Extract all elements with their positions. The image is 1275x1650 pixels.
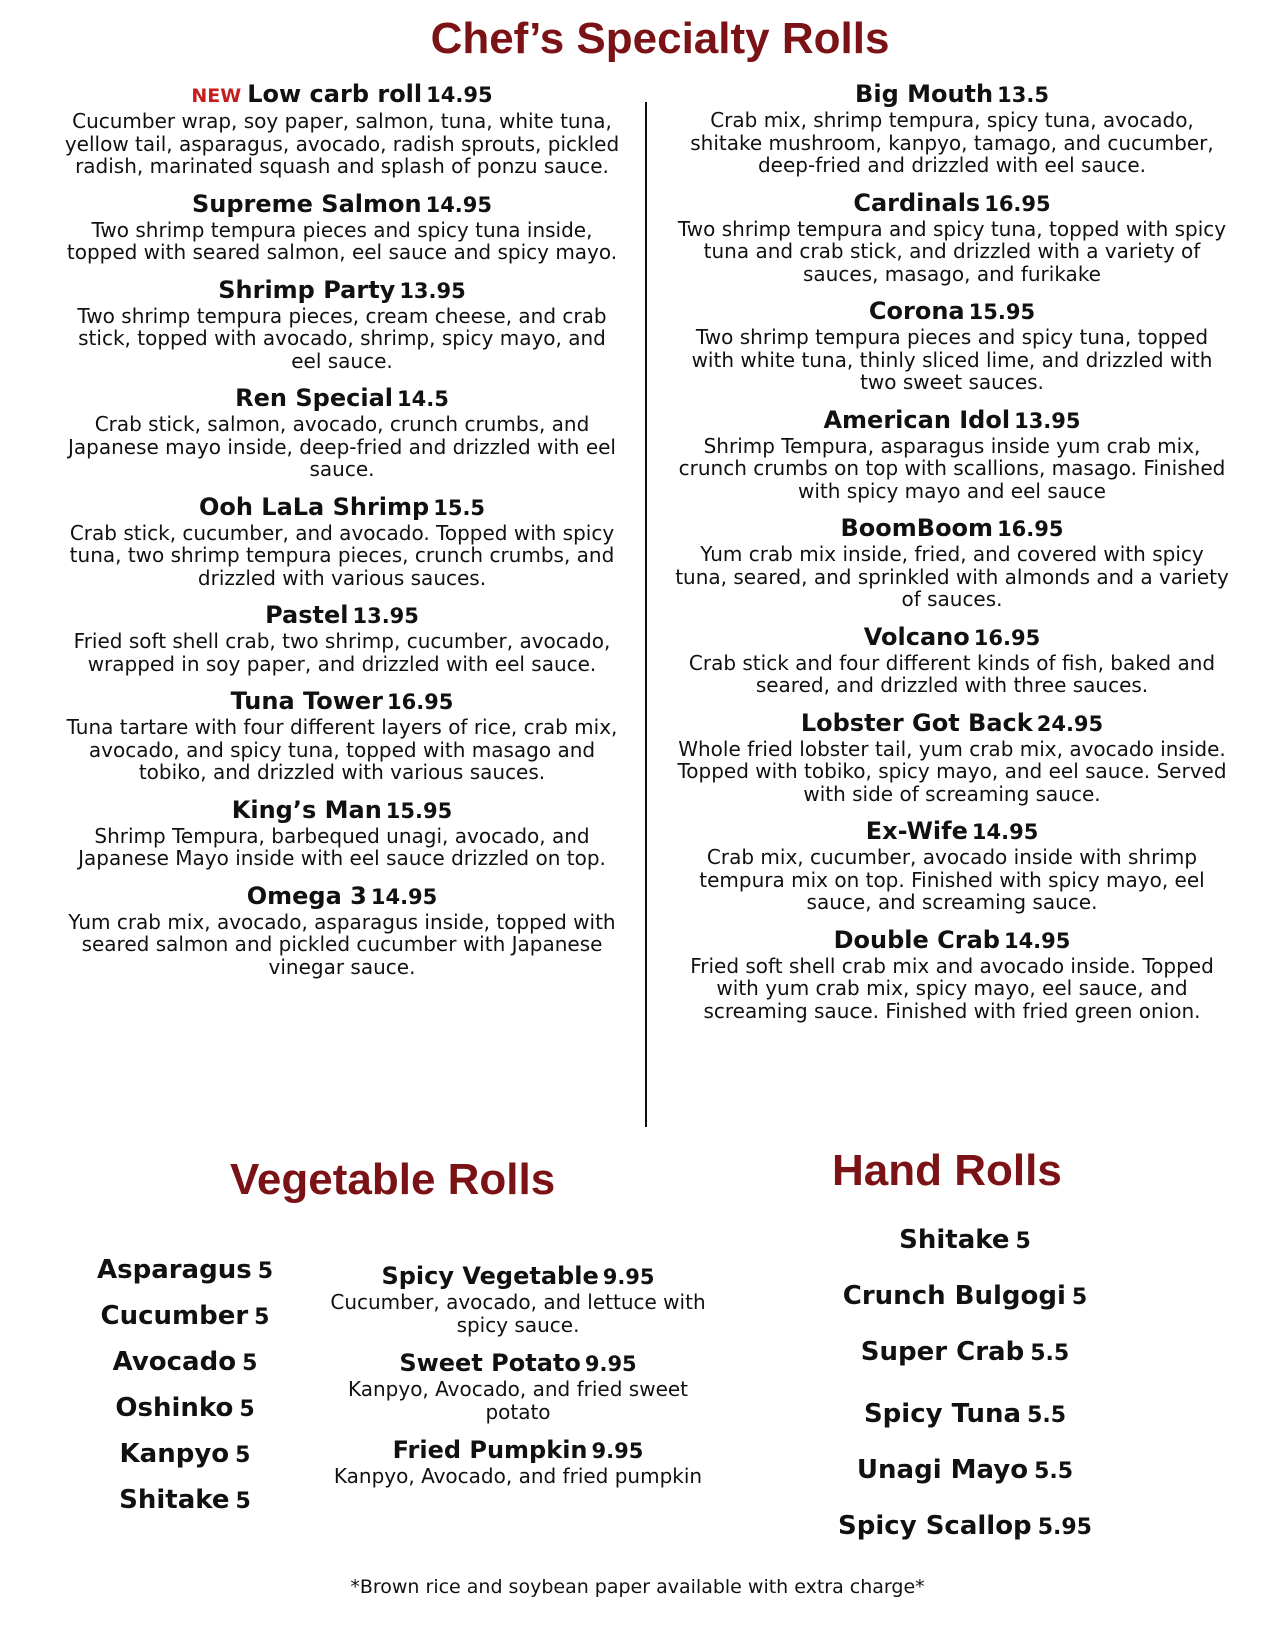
item-price: 15.95 bbox=[385, 798, 453, 823]
item-name: Unagi Mayo bbox=[856, 1455, 1029, 1485]
item-name: Shitake bbox=[899, 1225, 1010, 1255]
item-name: Pastel bbox=[265, 601, 349, 629]
list-item bbox=[80, 1478, 290, 1524]
vegetable-rolls-title: Vegetable Rolls bbox=[230, 1155, 556, 1204]
list-item bbox=[80, 1294, 290, 1340]
item-description: Crab stick, cucumber, and avocado. Topped with spicy tuna, two shrimp tempura pieces, crunch crumbs, and drizzled with various sauces. bbox=[69, 520, 615, 590]
item-name: Avocado bbox=[112, 1347, 237, 1377]
item-price: 5 bbox=[235, 1443, 251, 1468]
item-price: 5 bbox=[1015, 1229, 1031, 1254]
item-price: 5 bbox=[239, 1397, 255, 1422]
item-description: Two shrimp tempura pieces and spicy tuna, topped with white tuna, thinly sliced lime, and drizzled with two sweet sauces. bbox=[691, 325, 1213, 394]
menu-item bbox=[62, 190, 622, 264]
menu-item bbox=[318, 1436, 718, 1488]
item-price: 14.95 bbox=[370, 884, 438, 909]
item-name: Spicy Vegetable bbox=[381, 1262, 599, 1290]
menu-item bbox=[62, 276, 622, 373]
item-price: 24.95 bbox=[1036, 711, 1104, 736]
list-item bbox=[80, 1432, 290, 1478]
item-name: Corona bbox=[868, 297, 965, 325]
item-price: 16.95 bbox=[973, 625, 1041, 650]
item-name: Spicy Tuna bbox=[863, 1399, 1022, 1429]
item-description: Crab stick and four different kinds of fish, baked and seared, and drizzled with three sauces. bbox=[688, 650, 1216, 697]
footer-note: *Brown rice and soybean paper available with extra charge* bbox=[350, 1576, 925, 1598]
list-item bbox=[815, 1212, 1115, 1268]
item-price: 16.95 bbox=[386, 690, 454, 714]
item-description: Kanpyo, Avocado, and fried sweet potato bbox=[347, 1377, 689, 1424]
item-description: Whole fried lobster tail, yum crab mix, avocado inside. Topped with tobiko, spicy mayo, and eel sauce. Served with side of screaming sauce. bbox=[677, 736, 1227, 806]
list-item bbox=[815, 1324, 1115, 1386]
menu-item bbox=[318, 1349, 718, 1423]
item-description: Crab mix, shrimp tempura, spicy tuna, avocado, shitake mushroom, kanpyo, tamago, and cucumber, deep-fried and drizzled with eel sauce. bbox=[690, 108, 1214, 177]
specialty-right-column bbox=[672, 80, 1232, 1034]
list-item bbox=[80, 1386, 290, 1432]
item-name: Volcano bbox=[863, 622, 970, 651]
item-price: 5.5 bbox=[1027, 1403, 1067, 1428]
menu-item bbox=[672, 817, 1232, 914]
menu-item bbox=[62, 687, 622, 784]
vegetable-simple-list bbox=[80, 1248, 290, 1524]
item-description: Two shrimp tempura and spicy tuna, topped with spicy tuna and crab stick, and drizzled with a variety of sauces, masago, and furikake bbox=[677, 216, 1227, 286]
item-price: 13.95 bbox=[399, 278, 466, 303]
menu-item bbox=[672, 514, 1232, 611]
item-price: 14.95 bbox=[1003, 928, 1071, 953]
menu-item bbox=[672, 926, 1232, 1023]
item-name: Crunch Bulgogi bbox=[842, 1281, 1066, 1311]
menu-item bbox=[672, 297, 1232, 394]
item-price: 16.95 bbox=[997, 517, 1064, 541]
menu-item bbox=[62, 493, 622, 590]
item-description: Fried soft shell crab mix and avocado inside. Topped with yum crab mix, spicy mayo, eel sauce, and screaming sauce. Finished with fried green onion. bbox=[690, 953, 1214, 1023]
item-name: Sweet Potato bbox=[399, 1349, 581, 1377]
item-price: 13.95 bbox=[1014, 408, 1081, 433]
item-description: Cucumber wrap, soy paper, salmon, tuna, white tuna, yellow tail, asparagus, avocado, radish sprouts, pickled radish, marinated squash and splash of ponzu sauce. bbox=[64, 109, 620, 178]
item-price: 5.5 bbox=[1034, 1459, 1074, 1484]
item-price: 14.95 bbox=[425, 192, 493, 217]
item-name: American Idol bbox=[823, 405, 1011, 434]
item-description: Fried soft shell crab, two shrimp, cucumber, avocado, wrapped in soy paper, and drizzled with eel sauce. bbox=[73, 629, 611, 676]
item-description: Crab mix, cucumber, avocado inside with shrimp tempura mix on top. Finished with spicy mayo, eel sauce, and screaming sauce. bbox=[699, 845, 1205, 914]
item-price: 13.5 bbox=[997, 83, 1049, 107]
item-name: BoomBoom bbox=[840, 514, 994, 542]
item-name: Fried Pumpkin bbox=[392, 1436, 588, 1464]
hand-rolls-list bbox=[815, 1212, 1115, 1554]
item-name: Lobster Got Back bbox=[800, 708, 1033, 737]
item-name: Super Crab bbox=[860, 1337, 1025, 1367]
item-name: Kanpyo bbox=[119, 1439, 230, 1469]
item-name: Asparagus bbox=[96, 1255, 252, 1285]
item-name: Shrimp Party bbox=[218, 275, 396, 304]
item-price: 15.5 bbox=[433, 495, 486, 520]
item-description: Kanpyo, Avocado, and fried pumpkin bbox=[333, 1464, 703, 1488]
item-name: Omega 3 bbox=[246, 881, 367, 910]
item-name: Low carb roll bbox=[247, 80, 423, 108]
item-name: Spicy Scallop bbox=[838, 1511, 1032, 1541]
item-name: Ooh LaLa Shrimp bbox=[198, 492, 430, 521]
item-price: 14.5 bbox=[397, 387, 449, 411]
column-divider bbox=[645, 102, 647, 1127]
menu-item bbox=[62, 384, 622, 481]
menu-item bbox=[62, 601, 622, 675]
item-name: Ex-Wife bbox=[865, 817, 968, 845]
vegetable-detailed-list bbox=[318, 1262, 718, 1501]
item-name: Double Crab bbox=[833, 925, 1000, 954]
item-price: 5 bbox=[235, 1489, 251, 1514]
item-price: 5 bbox=[254, 1305, 270, 1330]
item-name: Big Mouth bbox=[855, 80, 994, 108]
menu-item bbox=[62, 796, 622, 870]
item-price: 5 bbox=[257, 1259, 274, 1284]
list-item bbox=[815, 1268, 1115, 1324]
item-description: Crab stick, salmon, avocado, crunch crumbs, and Japanese mayo inside, deep-fried and drizzled with eel sauce. bbox=[68, 412, 616, 481]
list-item bbox=[815, 1498, 1115, 1554]
item-price: 5 bbox=[1071, 1285, 1088, 1310]
item-price: 9.95 bbox=[591, 1439, 644, 1463]
item-price: 16.95 bbox=[984, 191, 1051, 216]
menu-item bbox=[62, 80, 622, 178]
menu-item bbox=[672, 189, 1232, 286]
specialty-left-column bbox=[62, 80, 622, 990]
item-price: 15.95 bbox=[968, 300, 1036, 324]
item-price: 13.95 bbox=[352, 604, 419, 628]
item-description: Shrimp Tempura, asparagus inside yum crab mix, crunch crumbs on top with scallions, masago. Finished with spicy mayo and eel sauce bbox=[678, 433, 1226, 503]
hand-rolls-title: Hand Rolls bbox=[832, 1146, 1062, 1195]
item-price: 14.95 bbox=[971, 820, 1039, 844]
item-name: Cucumber bbox=[100, 1301, 249, 1331]
item-price: 5.5 bbox=[1030, 1341, 1070, 1366]
item-description: Cucumber, avocado, and lettuce with spicy sauce. bbox=[330, 1290, 706, 1337]
item-price: 14.95 bbox=[426, 83, 493, 107]
item-name: King’s Man bbox=[231, 795, 382, 824]
item-description: Tuna tartare with four different layers of rice, crab mix, avocado, and spicy tuna, topped with masago and tobiko, and drizzled with various sauces. bbox=[66, 715, 618, 784]
menu-item bbox=[672, 709, 1232, 806]
menu-item bbox=[62, 882, 622, 979]
page-title: Chef’s Specialty Rolls bbox=[430, 14, 890, 63]
item-description: Two shrimp tempura pieces and spicy tuna inside, topped with seared salmon, eel sauce and spicy mayo. bbox=[66, 217, 618, 264]
item-price: 9.95 bbox=[602, 1265, 655, 1289]
menu-item bbox=[672, 80, 1232, 177]
item-name: Cardinals bbox=[853, 188, 981, 217]
list-item bbox=[815, 1442, 1115, 1498]
new-badge: NEW bbox=[191, 85, 242, 107]
item-price: 5 bbox=[242, 1351, 258, 1376]
list-item bbox=[815, 1386, 1115, 1442]
list-item bbox=[80, 1340, 290, 1386]
item-price: 5.95 bbox=[1037, 1515, 1092, 1540]
item-name: Tuna Tower bbox=[230, 687, 383, 715]
item-name: Oshinko bbox=[115, 1393, 234, 1423]
menu-item bbox=[672, 406, 1232, 503]
list-item bbox=[80, 1248, 290, 1294]
menu-item bbox=[318, 1262, 718, 1336]
menu-item bbox=[672, 623, 1232, 697]
item-price: 9.95 bbox=[584, 1352, 637, 1376]
item-description: Two shrimp tempura pieces, cream cheese, and crab stick, topped with avocado, shrimp, spicy mayo, and eel sauce. bbox=[77, 303, 607, 373]
item-name: Ren Special bbox=[235, 384, 393, 412]
item-name: Shitake bbox=[119, 1485, 230, 1515]
item-description: Shrimp Tempura, barbequed unagi, avocado, and Japanese Mayo inside with eel sauce drizzled on top. bbox=[78, 823, 606, 870]
item-name: Supreme Salmon bbox=[191, 189, 422, 218]
item-description: Yum crab mix, avocado, asparagus inside, topped with seared salmon and pickled cucumber with Japanese vinegar sauce. bbox=[68, 909, 616, 979]
item-description: Yum crab mix inside, fried, and covered with spicy tuna, seared, and sprinkled with almonds and a variety of sauces. bbox=[675, 542, 1229, 611]
